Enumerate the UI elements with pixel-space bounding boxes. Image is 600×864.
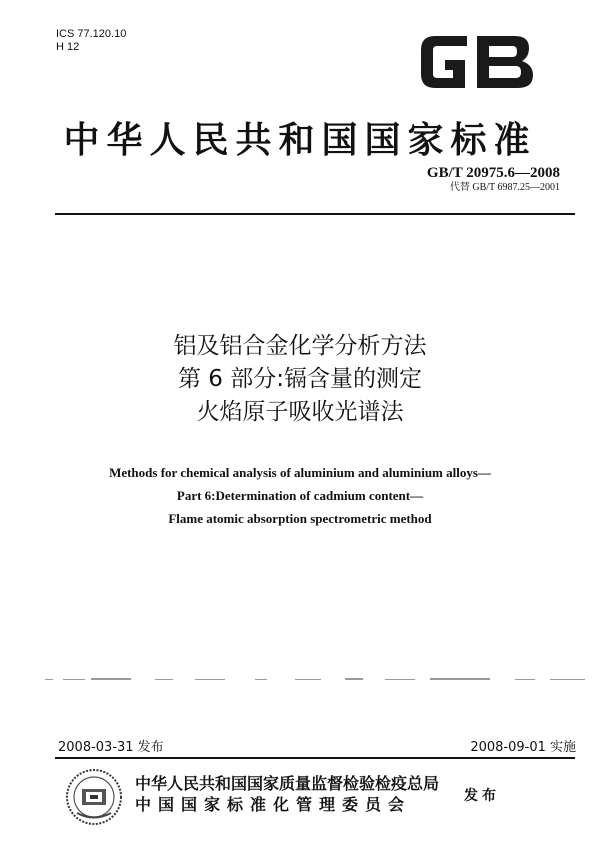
replaced-standard: 代替 GB/T 6987.25—2001 [449, 182, 560, 193]
official-seal-emblem [65, 768, 123, 826]
category-code: H 12 [56, 41, 80, 53]
gb-logo [415, 28, 540, 96]
bottom-divider [55, 757, 575, 759]
chinese-title-line-1: 铝及铝合金化学分析方法 [173, 333, 427, 359]
english-title [0, 461, 600, 530]
publisher-block [135, 773, 439, 815]
classification-codes [56, 28, 126, 54]
chinese-title-line-2: 第 6 部分:镉含量的测定 [177, 366, 422, 392]
publisher-org-2: 中国国家标准化管理委员会 [135, 795, 412, 814]
chinese-title [0, 330, 600, 429]
chinese-title-line-3: 火焰原子吸收光谱法 [196, 399, 404, 425]
standard-number-block [427, 164, 560, 194]
top-divider [55, 213, 575, 215]
english-title-line-3: Flame atomic absorption spectrometric method [168, 511, 432, 526]
publisher-org-1: 中华人民共和国国家质量监督检验检疫总局 [135, 774, 440, 793]
scan-speckle-line [45, 675, 590, 685]
english-title-line-1: Methods for chemical analysis of aluminium and aluminium alloys— [109, 465, 491, 480]
issue-date: 2008-03-31 发布 [58, 740, 164, 755]
national-standard-heading: 中华人民共和国国家标准 [63, 120, 537, 161]
standard-number: GB/T 20975.6—2008 [426, 165, 560, 181]
gb-logo-text: GB [415, 28, 417, 29]
publish-label: 发布 [464, 788, 500, 804]
ics-code: ICS 77.120.10 [56, 28, 127, 40]
english-title-line-2: Part 6:Determination of cadmium content— [176, 488, 424, 503]
implementation-date: 2008-09-01 实施 [470, 740, 576, 755]
